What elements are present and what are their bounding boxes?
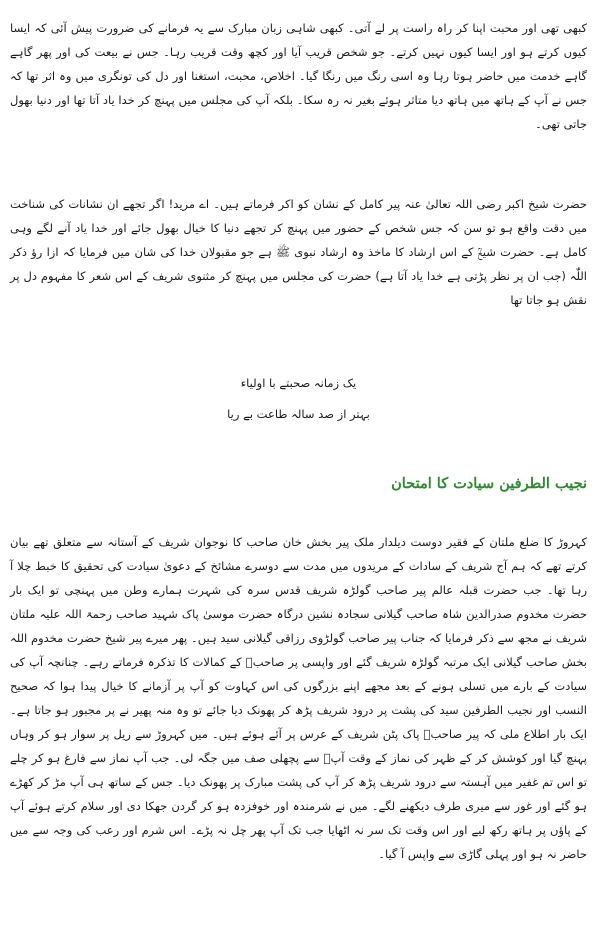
paragraph-prophetic-character: کبھی تھی اور محبت اپنا کر راہ راست پر لے آتی۔ کبھی شاہی زبان مبارک سے یہ فرمانے کی ضرورت پیش آئی کہ ایسا کیوں کرتے ہو اور ایسا کیوں نہیں کرتے۔ جو شخص قریب آیا اور کچھ وقت قریب رہا۔ جس نے بیعت کی اور پھر گاہے گاہے خدمت میں حاضر ہوتا رہا وہ اسی رنگ میں رنگا گیا۔ اخلاص، محبت، استغنا اور دل کی تونگری میں وہ اثر تھا کہ جس نے آپ کے ہاتھ میں ہاتھ دیا متاثر ہوئے بغیر نہ رہ سکا۔ بلکہ آپ کی مجلس میں پہنچ کر خدا یاد آتا تھا اور دنیا بھول جاتی تھی۔ [10, 20, 587, 131]
section-heading: نجیب الطرفین سیادت کا امتحان [391, 475, 587, 493]
paragraph-perfect-guide: حضرت شیخ اکبر رضی اللہ تعالیٰ عنہ پیر کامل کے نشان کو اکر فرماتے ہیں۔ اے مرید! اگر تجھے ان نشانات کی شناخت میں دقت واقع ہو تو سن کہ جس شخص کے حضور میں پہنچ کر تجھے دنیا کا خیال بھول جائے اور خدا یاد آنے لگے وہی کامل ہے۔ حضرت شیخؒ کے اس ارشاد کا ماخذ وہ ارشاد نبوی ﷺ ہے جو مقبولان خدا کی شان میں فرمایا کہ ازا رؤ ذکر اللّٰہ (جب ان پر نظر پڑتی ہے خدا یاد آتا ہے) حضرت کی مجلس میں پہنچ کر مثنوی شریف کے اس شعر کا مفہوم دل پر نقش ہو جاتا تھا [10, 196, 587, 307]
verse-line-2: بہتر از صد سالہ طاعت بے ریا [227, 407, 370, 421]
paragraph-lineage-test: کہروڑ کا ضلع ملتان کے فقیر دوست دیلدار ملک پیر بخش خان صاحب کا نوجوان شریف کے آستانہ سے متعلق تھے بیان کرتے تھے کہ ہم آج شریف کے سادات کے مریدوں میں مدت سے دوسرے مشائخ کے دعویٰ سیادت کی تحقیق کا خبط چلا آ رہا تھا۔ جب حضرت قبلہ عالم پیر صاحب گولڑہ شریف قدس سرہ کی شہرت ہمارے وطن میں پہنچی تو ایک بار حضرت مخدوم صدرالدین شاہ صاحب گیلانی سجادہ نشین درگاہ حضرت موسیٰ پاک شہید صاحب رحمۃ اللہ علیہ ملتان شریف نے مجھ سے ذکر فرمایا کہ جناب پیر صاحب گولڑوی رزاقی گیلانی سید ہیں۔ پھر میرے پیر شیخ حضرت مخدوم اللہ بخش صاحب گیلانی ایک مرتبہ گولڑہ شریف گئے اور واپسی پر صاحبؒ کے کمالات کا تذکرہ فرماتے رہے۔ چنانچہ آپ کی سیادت کے بارے میں تسلی ہونے کے بعد مجھے اپنے بزرگوں کی اس کہاوت کو آپ پر آزمانے کا خیال پیدا ہوا کہ صحیح النسب اور نجیب الطرفین سید کی پشت پر درود شریف پڑھ کر پھونک دیا جائے تو وہ منہ پھیر نے پر مجبور ہو جاتا ہے۔ ایک بار اطلاع ملی کہ پیر صاحبؒ پاک پٹن شریف کے عرس پر آئے ہوئے ہیں۔ میں کہروڑ سے ریل پر سوار ہو کر وہاں پہنچ گیا اور کوشش کر کے ظہر کی نماز کے وقت آپؒ سے پچھلی صف میں جگہ لی۔ جب آپ نماز سے فارغ ہو کر چلے تو اس تم غفیر میں آہستہ سے درود شریف پڑھ کر آپ کی پشت مبارک پر پھونک دیا۔ جس کے ساتھ ہی آپ مڑ کر کھڑے ہو گئے اور غور سے میری طرف دیکھنے لگے۔ میں نے شرمندہ اور خوفزدہ ہو کر گردن جھکا دی اور سلام کرتے ہوئے آپ کے پاؤں پر ہاتھ رکھ لیے اور اس وقت تک سر نہ اٹھایا جب تک آپ پھر چل نہ پڑے۔ اس شرم اور رعب کی وجہ سے میں حاضر نہ ہو اور پہلی گاڑی سے واپس آ گیا۔ [10, 534, 587, 861]
verse-line-1: یک زمانہ صحبتے با اولیاء [240, 376, 357, 390]
